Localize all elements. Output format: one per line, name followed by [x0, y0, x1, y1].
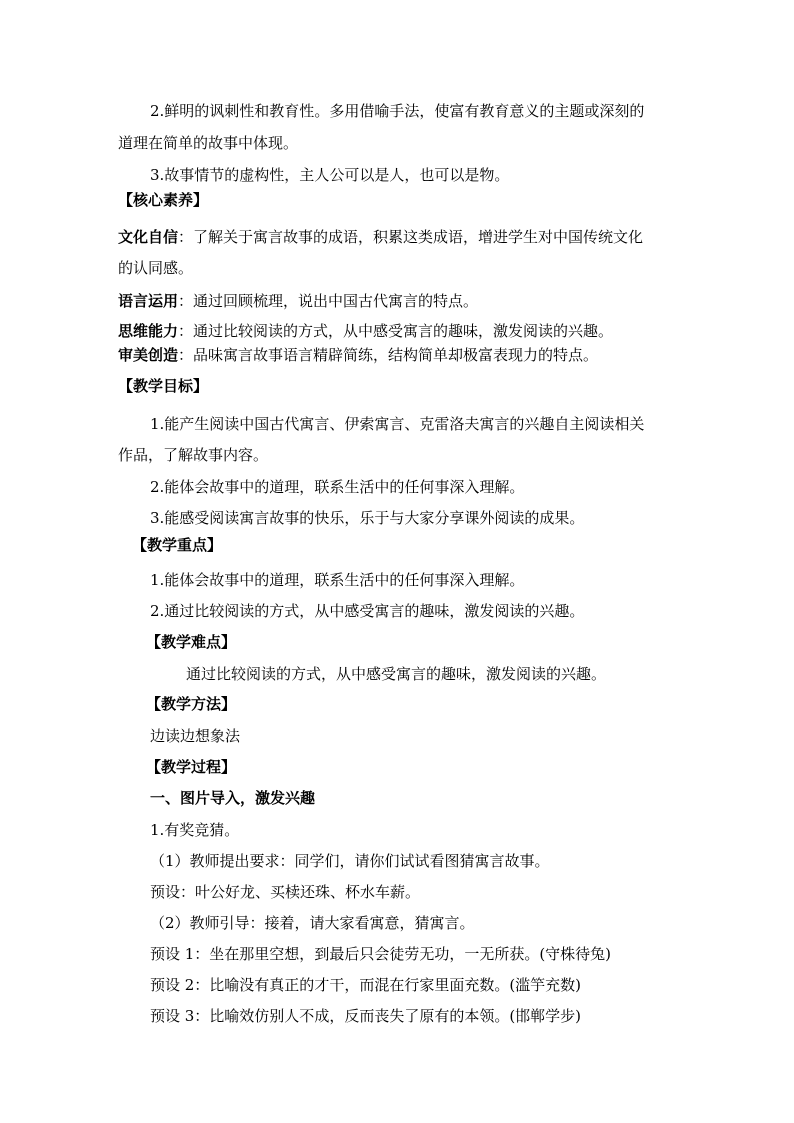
process-line-5: 预设 1：坐在那里空想，到最后只会徒劳无功，一无所获。(守株待兔): [150, 945, 612, 963]
goal-3: 3.能感受阅读寓言故事的快乐，乐于与大家分享课外阅读的成果。: [150, 509, 585, 527]
core-label: 语言运用: [118, 292, 179, 310]
core-text: ：品味寓言故事语言精辟简练，结构简单却极富表现力的特点。: [178, 346, 599, 364]
process-line-2: （1）教师提出要求：同学们，请你们试试看图猜寓言故事。: [150, 852, 550, 870]
core-item-aesthetic: [118, 345, 598, 365]
process-line-1: 1.有奖竞猜。: [150, 821, 240, 839]
difficulty-1: 通过比较阅读的方式，从中感受寓言的趣味，激发阅读的兴趣。: [186, 665, 607, 683]
core-text: ：了解关于寓言故事的成语，积累这类成语，增进学生对中国传统文化: [178, 228, 644, 246]
core-item-language: [118, 291, 478, 311]
goal-1-cont: 作品，了解故事内容。: [118, 446, 269, 464]
process-line-6: 预设 2：比喻没有真正的才干，而混在行家里面充数。(滥竽充数): [150, 976, 582, 994]
key-point-2: 2.通过比较阅读的方式，从中感受寓言的趣味，激发阅读的兴趣。: [150, 602, 585, 620]
goal-1: 1.能产生阅读中国古代寓言、伊索寓言、克雷洛夫寓言的兴趣自主阅读相关: [150, 415, 645, 433]
method-1: 边读边想象法: [150, 727, 241, 745]
paragraph-feature-2: 2.鲜明的讽刺性和教育性。多用借喻手法，使富有教育意义的主题或深刻的: [150, 102, 645, 120]
heading-teaching-methods: 【教学方法】: [146, 695, 237, 713]
core-label: 审美创造: [118, 346, 179, 364]
process-line-7: 预设 3：比喻效仿别人不成，反而丧失了原有的本领。(邯郸学步): [150, 1007, 582, 1025]
paragraph-feature-3: 3.故事情节的虚构性，主人公可以是人，也可以是物。: [150, 166, 510, 184]
core-item-thinking: [118, 321, 613, 341]
process-line-3: 预设：叶公好龙、买椟还珠、杯水车薪。: [150, 883, 421, 901]
core-label: 文化自信: [118, 228, 179, 246]
heading-teaching-goals: 【教学目标】: [118, 377, 209, 395]
paragraph-feature-2-cont: 道理在简单的故事中体现。: [118, 134, 299, 152]
core-label: 思维能力: [118, 322, 179, 340]
key-point-1: 1.能体会故事中的道理，联系生活中的任何事深入理解。: [150, 571, 525, 589]
heading-key-points: 【教学重点】: [132, 536, 223, 554]
process-line-4: （2）教师引导：接着，请大家看寓意，猜寓言。: [150, 914, 475, 932]
heading-core-literacy: 【核心素养】: [118, 191, 209, 209]
section-heading-1: 一、图片导入，激发兴趣: [150, 789, 316, 807]
core-text: ：通过比较阅读的方式，从中感受寓言的趣味，激发阅读的兴趣。: [178, 322, 614, 340]
heading-teaching-process: 【教学过程】: [146, 758, 237, 776]
core-item-culture-cont: 的认同感。: [118, 259, 194, 277]
goal-2: 2.能体会故事中的道理，联系生活中的任何事深入理解。: [150, 478, 525, 496]
core-item-culture: [118, 227, 643, 247]
heading-difficulties: 【教学难点】: [146, 633, 237, 651]
core-text: ：通过回顾梳理，说出中国古代寓言的特点。: [178, 292, 479, 310]
